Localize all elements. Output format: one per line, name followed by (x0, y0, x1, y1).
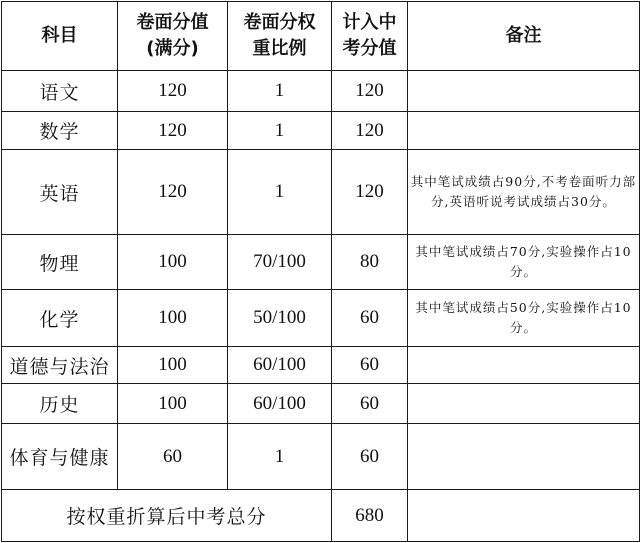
full-score-cell: 120 (118, 112, 228, 150)
full-score-cell: 120 (118, 71, 228, 112)
header-counted-line-2: 考分值 (342, 38, 397, 59)
counted-cell: 60 (332, 347, 408, 384)
header-counted-line-1: 计入中 (342, 12, 397, 33)
weight-cell: 1 (228, 424, 332, 490)
weight-cell: 60/100 (228, 347, 332, 384)
table-row (2, 384, 640, 424)
total-label: 按权重折算后中考总分 (2, 490, 332, 542)
table-row (2, 424, 640, 490)
subject-cell: 英语 (2, 150, 118, 235)
score-table (1, 1, 640, 542)
table-header-row (2, 2, 640, 71)
subject-cell: 道德与法治 (2, 347, 118, 384)
total-row (2, 490, 640, 542)
full-score-cell: 120 (118, 150, 228, 235)
note-cell (408, 347, 640, 384)
full-score-cell: 100 (118, 290, 228, 347)
note-cell: 其中笔试成绩占90分,不考卷面听力部分,英语听说考试成绩占30分。 (408, 150, 640, 235)
note-cell: 其中笔试成绩占50分,实验操作占10分。 (408, 290, 640, 347)
counted-cell: 60 (332, 290, 408, 347)
header-weight-line-2: 重比例 (252, 38, 307, 59)
total-value: 680 (332, 490, 408, 542)
weight-cell: 1 (228, 71, 332, 112)
header-full-score-line-2: (满分) (146, 38, 199, 59)
full-score-cell: 100 (118, 347, 228, 384)
note-cell: 其中笔试成绩占70分,实验操作占10分。 (408, 235, 640, 290)
subject-cell: 语文 (2, 71, 118, 112)
total-note-cell (408, 490, 640, 542)
full-score-cell: 100 (118, 384, 228, 424)
subject-cell: 化学 (2, 290, 118, 347)
counted-cell: 80 (332, 235, 408, 290)
table-row (2, 290, 640, 347)
table-row (2, 112, 640, 150)
weight-cell: 60/100 (228, 384, 332, 424)
note-cell (408, 112, 640, 150)
note-cell (408, 71, 640, 112)
header-weight-line-1: 卷面分权 (243, 12, 316, 33)
subject-cell: 体育与健康 (2, 424, 118, 490)
table-row (2, 347, 640, 384)
counted-cell: 60 (332, 384, 408, 424)
header-full-score-line-1: 卷面分值 (136, 12, 209, 33)
subject-cell: 历史 (2, 384, 118, 424)
full-score-cell: 60 (118, 424, 228, 490)
counted-cell: 120 (332, 150, 408, 235)
weight-cell: 50/100 (228, 290, 332, 347)
counted-cell: 120 (332, 71, 408, 112)
header-remarks: 备注 (408, 2, 640, 71)
table-row (2, 71, 640, 112)
header-full-score (118, 2, 228, 71)
full-score-cell: 100 (118, 235, 228, 290)
header-counted (332, 2, 408, 71)
table-row (2, 235, 640, 290)
weight-cell: 1 (228, 150, 332, 235)
table-row (2, 150, 640, 235)
subject-cell: 物理 (2, 235, 118, 290)
header-subject: 科目 (2, 2, 118, 71)
counted-cell: 120 (332, 112, 408, 150)
note-cell (408, 384, 640, 424)
note-cell (408, 424, 640, 490)
weight-cell: 70/100 (228, 235, 332, 290)
header-weight (228, 2, 332, 71)
counted-cell: 60 (332, 424, 408, 490)
weight-cell: 1 (228, 112, 332, 150)
subject-cell: 数学 (2, 112, 118, 150)
